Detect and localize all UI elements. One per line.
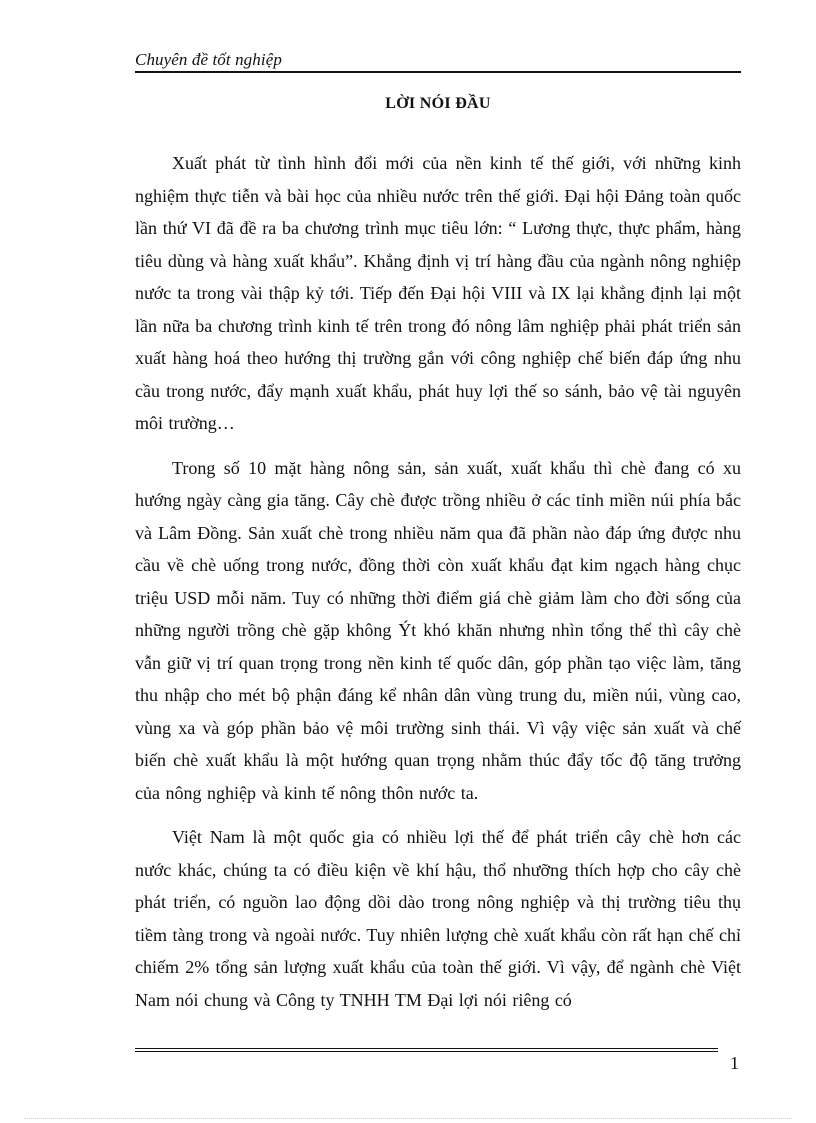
footer-rule-bottom (135, 1051, 718, 1052)
page-title: LỜI NÓI ĐẦU (385, 95, 491, 112)
paragraph-2: Trong số 10 mặt hàng nông sản, sản xuất, xuất khẩu thì chè đang có xu hướng ngày càng gia tăng. Cây chè được trồng nhiều ở các tỉnh miền núi phía bắc và Lâm Đồng. Sản xuất chè trong nhiều năm qua đã phần nào đáp ứng được nhu cầu về chè uống trong nước, đồng thời còn xuất khẩu đạt kim ngạch hàng chục triệu USD mỗi năm. Tuy có những thời điểm giá chè giảm làm cho đời sống của những người trồng chè gặp không Ýt khó khăn nhưng nhìn tổng thể thì cây chè vẫn giữ vị trí quan trọng trong nền kinh tế quốc dân, góp phần tạo việc làm, tăng thu nhập cho mét bộ phận đáng kể nhân dân vùng trung du, miền núi, vùng cao, vùng xa và góp phần bảo vệ môi trường sinh thái. Vì vậy việc sản xuất và chế biến chè xuất khẩu là một hướng quan trọng nhằm thúc đẩy tốc độ tăng trưởng của nông nghiệp và kinh tế nông thôn nước ta. (135, 457, 741, 803)
header-rule (135, 71, 741, 73)
page-bottom-divider (24, 1118, 792, 1119)
page-number: 1 (730, 1053, 739, 1073)
body-text (135, 147, 741, 1028)
paragraph-1: Xuất phát từ tình hình đổi mới của nền kinh tế thế giới, với những kinh nghiệm thực tiễn và bài học của nhiều nước trên thế giới. Đại hội Đảng toàn quốc lần thứ VI đã đề ra ba chương trình mục tiêu lớn: “ Lương thực, thực phẩm, hàng tiêu dùng và hàng xuất khẩu”. Khẳng định vị trí hàng đầu của ngành nông nghiệp nước ta trong vài thập kỷ tới. Tiếp đến Đại hội VIII và IX lại khẳng định lại một lần nữa ba chương trình kinh tế trên trong đó nông lâm nghiệp phải phát triển sản xuất hàng hoá theo hướng thị trường gắn với công nghiệp chế biến đáp ứng nhu cầu trong nước, đẩy mạnh xuất khẩu, phát huy lợi thế so sánh, bảo vệ tài nguyên môi trường… (135, 153, 741, 433)
paragraph-3: Việt Nam là một quốc gia có nhiều lợi thế để phát triển cây chè hơn các nước khác, chúng ta có điều kiện về khí hậu, thổ nhưỡng thích hợp cho cây chè phát triển, có nguồn lao động dồi dào trong nông nghiệp và thị trường tiêu thụ tiềm tàng trong và ngoài nước. Tuy nhiên lượng chè xuất khẩu còn rất hạn chế chỉ chiếm 2% tổng sản lượng xuất khẩu của toàn thế giới. Vì vậy, để ngành chè Việt Nam nói chung và Công ty TNHH TM Đại lợi nói riêng có (135, 827, 741, 1010)
running-header: Chuyên đề tốt nghiệp (135, 50, 282, 69)
footer-rule-top (135, 1048, 718, 1049)
